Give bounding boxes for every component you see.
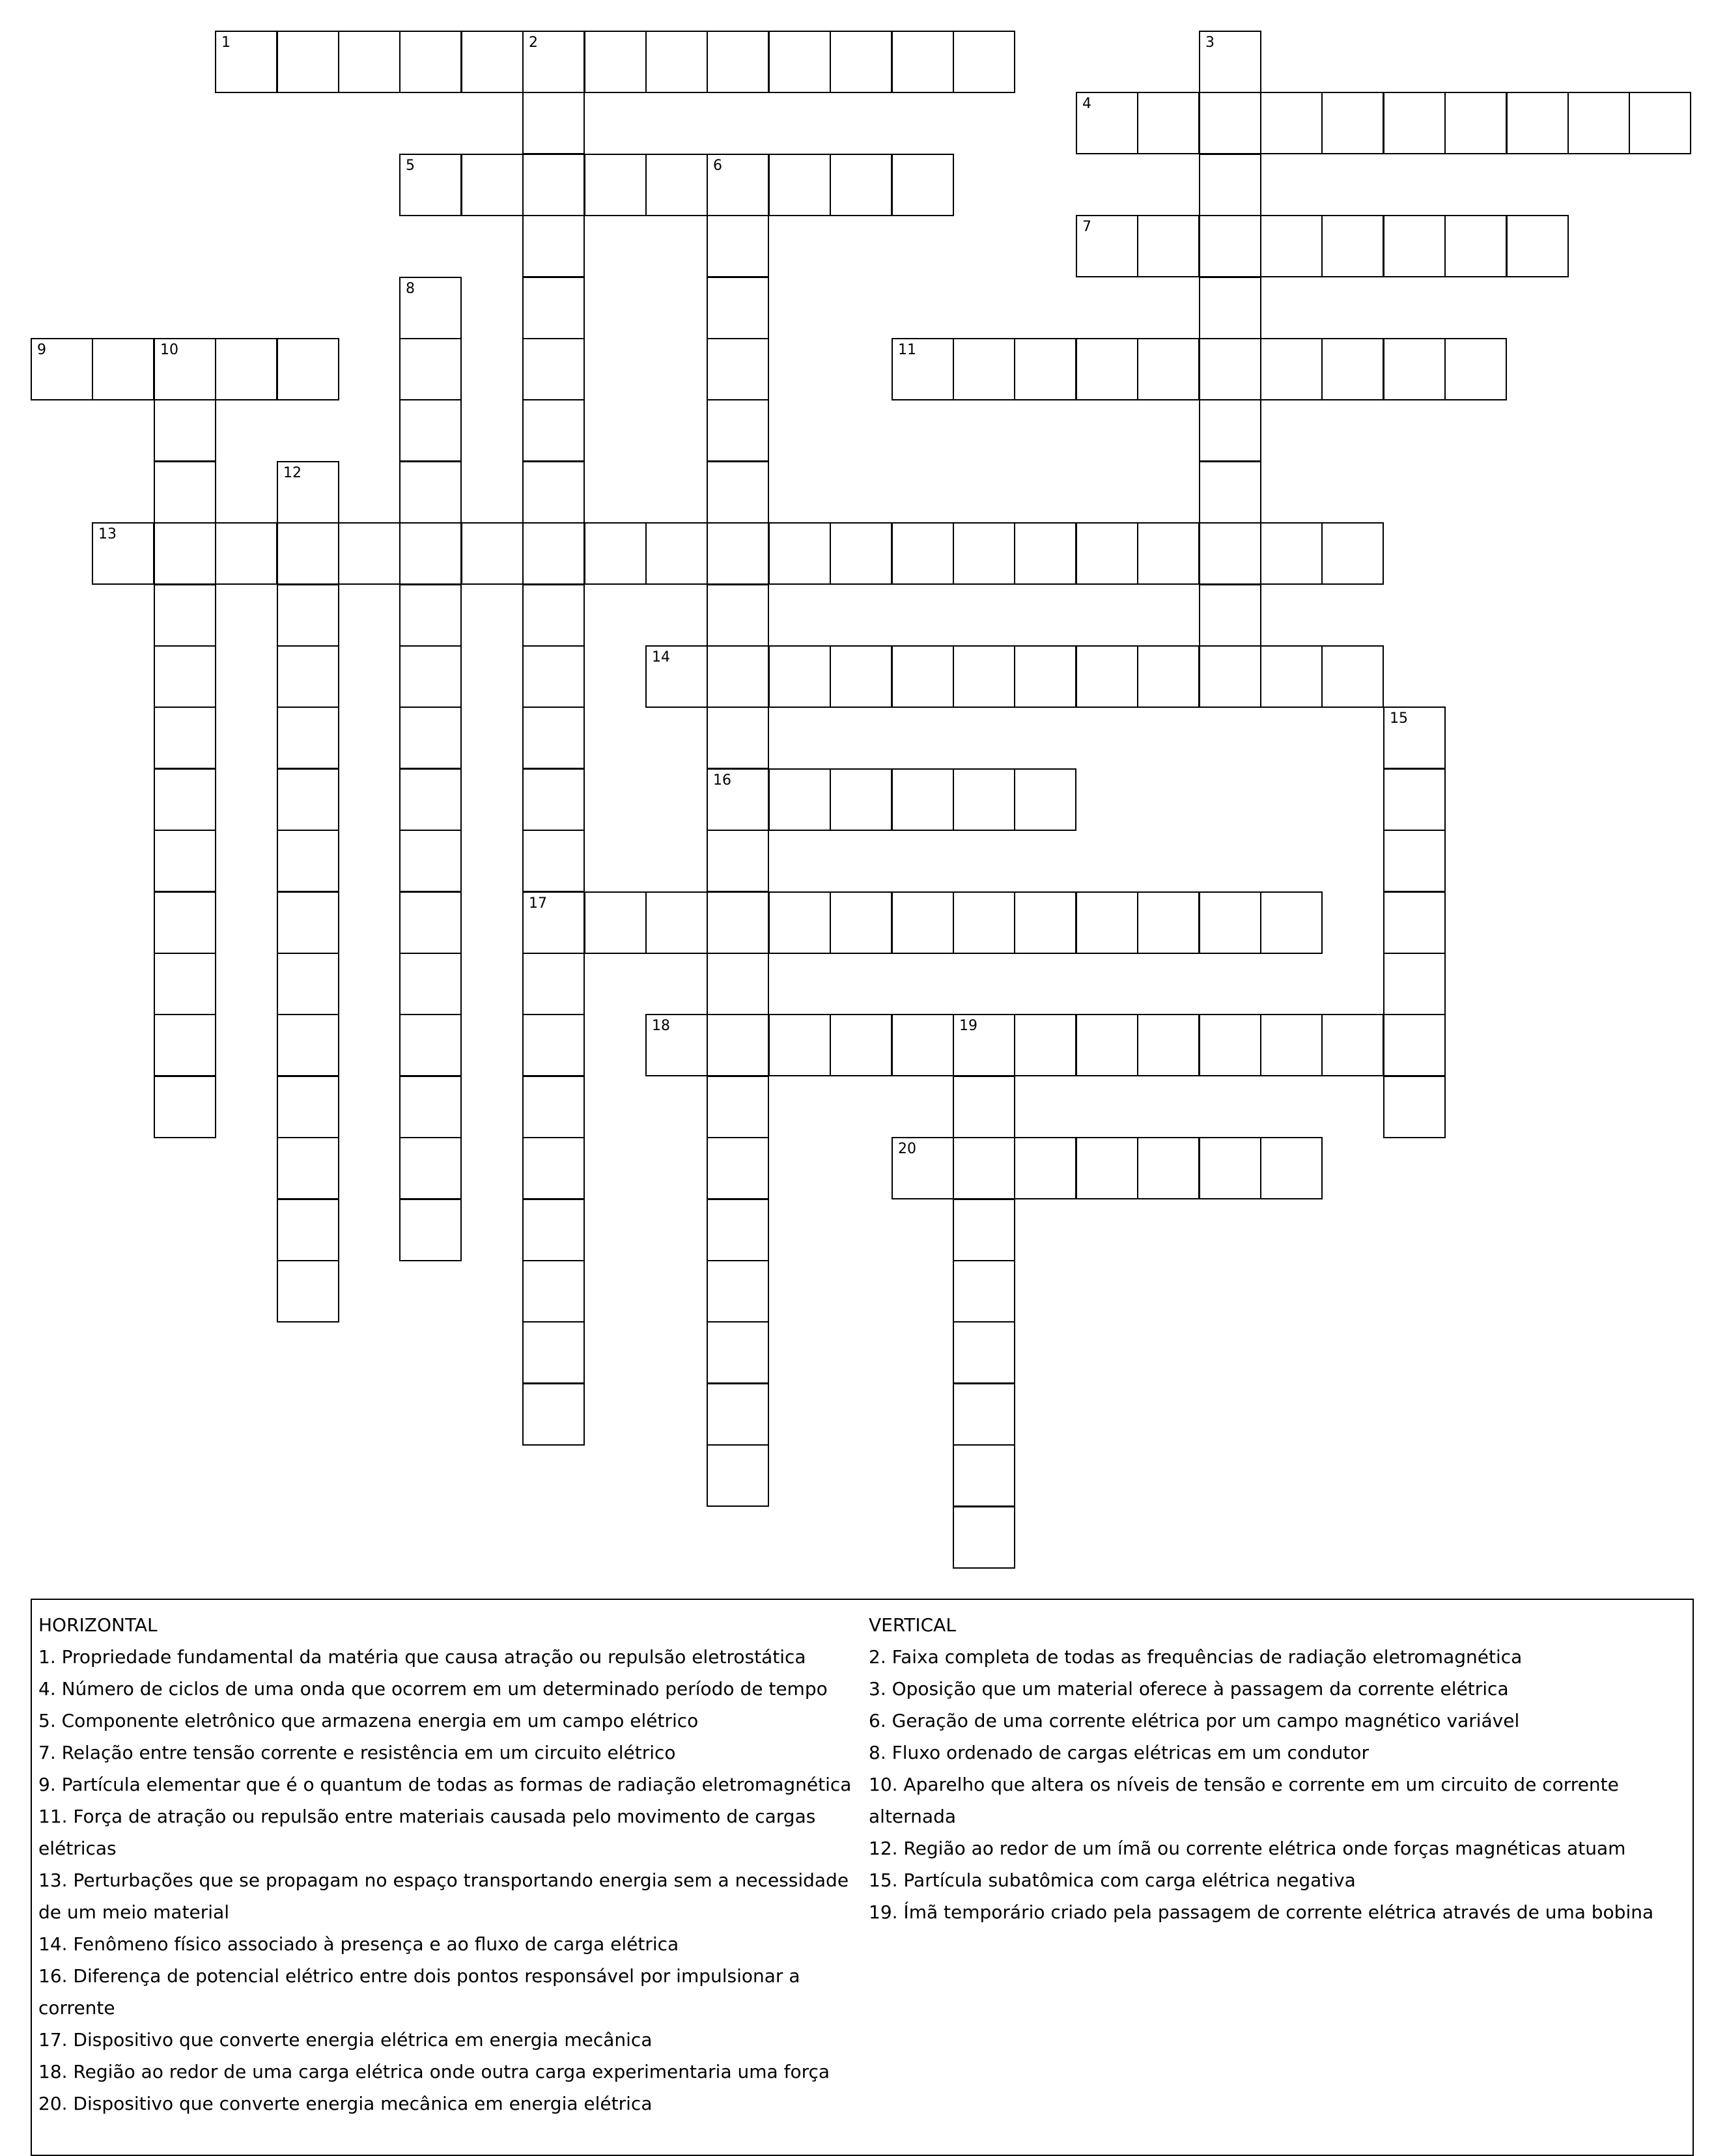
grid-cell[interactable] [707, 1014, 769, 1076]
grid-cell[interactable] [707, 31, 769, 93]
grid-cell[interactable] [522, 584, 585, 647]
grid-cell[interactable] [892, 1014, 954, 1076]
grid-cell[interactable] [154, 645, 216, 708]
grid-cell[interactable] [1567, 92, 1630, 154]
grid-cell[interactable] [1506, 92, 1569, 154]
grid-cell[interactable] [953, 1137, 1015, 1199]
grid-cell[interactable] [154, 1076, 216, 1138]
clue-v-3: 3. Oposição que um material oferece à passagem da corrente elétrica [869, 1678, 1509, 1700]
grid-cell[interactable] [1014, 1014, 1076, 1076]
clue-h-9: 9. Partícula elementar que é o quantum de todas as formas de radiação eletromagnética [38, 1774, 852, 1795]
grid-cell[interactable] [707, 1260, 769, 1323]
grid-cell[interactable] [1260, 338, 1323, 400]
grid-cell[interactable] [892, 154, 954, 216]
grid-cell[interactable] [1260, 645, 1323, 708]
grid-cell[interactable] [892, 768, 954, 831]
grid-cell[interactable] [1199, 1014, 1261, 1076]
grid-cell[interactable] [645, 1014, 708, 1076]
grid-cell[interactable] [1383, 92, 1446, 154]
grid-cell[interactable] [953, 1260, 1015, 1323]
grid-cell[interactable] [830, 645, 892, 708]
grid-cell[interactable] [277, 1014, 339, 1076]
grid-cell[interactable] [522, 277, 585, 339]
grid-cell[interactable] [461, 31, 524, 93]
grid-cell[interactable] [1076, 891, 1138, 954]
grid-cell[interactable] [399, 584, 462, 647]
grid-cell[interactable] [707, 1321, 769, 1384]
grid-cell[interactable] [1199, 215, 1261, 277]
clue-number: 3 [1205, 35, 1215, 51]
grid-cell[interactable] [522, 1014, 585, 1076]
grid-cell[interactable] [154, 891, 216, 954]
grid-cell[interactable] [768, 768, 831, 831]
grid-cell[interactable] [399, 338, 462, 400]
grid-cell[interactable] [1014, 645, 1076, 708]
grid-cell[interactable] [338, 31, 400, 93]
clue-number: 1 [221, 35, 231, 51]
clue-h-14: 14. Fenômeno físico associado à presença e ao fluxo de carga elétrica [38, 1933, 679, 1955]
grid-cell[interactable] [1260, 215, 1323, 277]
clue-number: 15 [1390, 710, 1408, 727]
vertical-heading: VERTICAL [869, 1614, 956, 1636]
grid-cell[interactable] [1199, 31, 1261, 93]
grid-cell[interactable] [1383, 830, 1446, 892]
grid-cell[interactable] [1137, 645, 1200, 708]
clue-number: 8 [406, 281, 415, 297]
grid-cell[interactable] [830, 31, 892, 93]
grid-cell[interactable] [522, 830, 585, 892]
grid-cell[interactable] [399, 1137, 462, 1199]
grid-cell[interactable] [953, 1076, 1015, 1138]
grid-cell[interactable] [953, 1383, 1015, 1446]
grid-cell[interactable] [892, 1137, 954, 1199]
clue-number: 18 [652, 1018, 670, 1034]
grid-cell[interactable] [707, 830, 769, 892]
grid-cell[interactable] [1076, 1014, 1138, 1076]
clue-number: 10 [160, 342, 178, 358]
grid-cell[interactable] [1383, 338, 1446, 400]
grid-cell[interactable] [1076, 522, 1138, 585]
grid-cell[interactable] [399, 830, 462, 892]
grid-cell[interactable] [707, 461, 769, 524]
grid-cell[interactable] [1137, 891, 1200, 954]
vertical-clues [869, 1609, 1689, 1928]
grid-cell[interactable] [1444, 92, 1507, 154]
grid-cell[interactable] [522, 768, 585, 831]
clue-number: 7 [1082, 219, 1091, 235]
grid-cell[interactable] [1321, 215, 1384, 277]
horizontal-heading: HORIZONTAL [38, 1614, 158, 1636]
grid-cell[interactable] [461, 522, 524, 585]
grid-cell[interactable] [1383, 891, 1446, 954]
grid-cell[interactable] [953, 1444, 1015, 1507]
grid-cell[interactable] [830, 891, 892, 954]
grid-cell[interactable] [892, 31, 954, 93]
grid-cell[interactable] [1076, 338, 1138, 400]
clue-number: 6 [713, 158, 722, 174]
grid-cell[interactable] [399, 891, 462, 954]
horizontal-clues [38, 1609, 852, 2120]
grid-cell[interactable] [1321, 645, 1384, 708]
grid-cell[interactable] [707, 768, 769, 831]
grid-cell[interactable] [892, 891, 954, 954]
clue-v-6: 6. Geração de uma corrente elétrica por um campo magnético variável [869, 1710, 1520, 1731]
clue-number: 4 [1082, 96, 1091, 112]
grid-cell[interactable] [1383, 953, 1446, 1015]
grid-cell[interactable] [277, 707, 339, 769]
grid-cell[interactable] [1260, 1137, 1323, 1199]
grid-cell[interactable] [522, 338, 585, 400]
grid-cell[interactable] [277, 768, 339, 831]
grid-cell[interactable] [1199, 584, 1261, 647]
grid-cell[interactable] [953, 338, 1015, 400]
grid-cell[interactable] [1321, 92, 1384, 154]
grid-cell[interactable] [1137, 215, 1200, 277]
grid-cell[interactable] [522, 461, 585, 524]
clue-h-17: 17. Dispositivo que converte energia elétrica em energia mecânica [38, 2029, 653, 2051]
grid-cell[interactable] [1076, 215, 1138, 277]
grid-cell[interactable] [768, 522, 831, 585]
grid-cell[interactable] [768, 154, 831, 216]
grid-cell[interactable] [522, 1199, 585, 1261]
grid-cell[interactable] [1076, 92, 1138, 154]
grid-cell[interactable] [522, 707, 585, 769]
grid-cell[interactable] [1383, 707, 1446, 769]
grid-cell[interactable] [830, 1014, 892, 1076]
grid-cell[interactable] [1199, 277, 1261, 339]
clue-number: 20 [898, 1141, 916, 1157]
grid-cell[interactable] [645, 522, 708, 585]
clue-h-1: 1. Propriedade fundamental da matéria que causa atração ou repulsão eletrostática [38, 1646, 806, 1668]
grid-cell[interactable] [707, 1383, 769, 1446]
grid-cell[interactable] [399, 1076, 462, 1138]
clue-h-18: 18. Região ao redor de uma carga elétrica onde outra carga experimentaria uma força [38, 2061, 830, 2082]
grid-cell[interactable] [522, 1383, 585, 1446]
grid-cell[interactable] [707, 522, 769, 585]
grid-cell[interactable] [707, 277, 769, 339]
clue-h-11: 11. Força de atração ou repulsão entre materiais causada pelo movimento de cargas elétricas [38, 1806, 816, 1859]
grid-cell[interactable] [154, 1014, 216, 1076]
grid-cell[interactable] [953, 645, 1015, 708]
clue-number: 9 [37, 342, 46, 358]
grid-cell[interactable] [1137, 338, 1200, 400]
grid-cell[interactable] [1014, 338, 1076, 400]
grid-cell[interactable] [338, 522, 400, 585]
grid-cell[interactable] [522, 1260, 585, 1323]
grid-cell[interactable] [707, 1076, 769, 1138]
grid-cell[interactable] [277, 31, 339, 93]
grid-cell[interactable] [707, 645, 769, 708]
grid-cell[interactable] [277, 584, 339, 647]
clue-h-4: 4. Número de ciclos de uma onda que ocorrem em um determinado período de tempo [38, 1678, 828, 1700]
grid-cell[interactable] [645, 891, 708, 954]
grid-cell[interactable] [953, 1199, 1015, 1261]
grid-cell[interactable] [707, 338, 769, 400]
grid-cell[interactable] [1199, 645, 1261, 708]
grid-cell[interactable] [1260, 92, 1323, 154]
grid-cell[interactable] [154, 830, 216, 892]
grid-cell[interactable] [399, 768, 462, 831]
grid-cell[interactable] [277, 891, 339, 954]
grid-cell[interactable] [154, 707, 216, 769]
grid-cell[interactable] [522, 92, 585, 154]
grid-cell[interactable] [1199, 1137, 1261, 1199]
grid-cell[interactable] [1076, 645, 1138, 708]
grid-cell[interactable] [522, 399, 585, 462]
grid-cell[interactable] [399, 399, 462, 462]
grid-cell[interactable] [1014, 1137, 1076, 1199]
grid-cell[interactable] [1260, 522, 1323, 585]
grid-cell[interactable] [215, 31, 277, 93]
clue-h-5: 5. Componente eletrônico que armazena energia em um campo elétrico [38, 1710, 699, 1731]
grid-cell[interactable] [584, 31, 647, 93]
grid-cell[interactable] [584, 522, 647, 585]
grid-cell[interactable] [154, 399, 216, 462]
grid-cell[interactable] [1199, 522, 1261, 585]
grid-cell[interactable] [830, 154, 892, 216]
grid-cell[interactable] [399, 522, 462, 585]
clue-h-20: 20. Dispositivo que converte energia mecânica em energia elétrica [38, 2093, 653, 2114]
grid-cell[interactable] [277, 522, 339, 585]
clue-number: 2 [529, 35, 538, 51]
clue-v-12: 12. Região ao redor de um ímã ou corrente elétrica onde forças magnéticas atuam [869, 1838, 1626, 1859]
grid-cell[interactable] [277, 1260, 339, 1323]
grid-cell[interactable] [1137, 92, 1200, 154]
grid-cell[interactable] [154, 461, 216, 524]
clue-number: 5 [406, 158, 415, 174]
grid-cell[interactable] [277, 830, 339, 892]
grid-cell[interactable] [830, 522, 892, 585]
grid-cell[interactable] [645, 154, 708, 216]
grid-cell[interactable] [1383, 215, 1446, 277]
grid-cell[interactable] [953, 768, 1015, 831]
grid-cell[interactable] [522, 154, 585, 216]
grid-cell[interactable] [522, 31, 585, 93]
clues-panel [31, 1599, 1694, 2156]
grid-cell[interactable] [707, 1199, 769, 1261]
grid-cell[interactable] [1444, 338, 1507, 400]
grid-cell[interactable] [277, 953, 339, 1015]
grid-cell[interactable] [768, 645, 831, 708]
grid-cell[interactable] [277, 1137, 339, 1199]
grid-cell[interactable] [768, 891, 831, 954]
grid-cell[interactable] [892, 645, 954, 708]
grid-cell[interactable] [1383, 1014, 1446, 1076]
grid-cell[interactable] [399, 277, 462, 339]
grid-cell[interactable] [768, 31, 831, 93]
grid-cell[interactable] [953, 1506, 1015, 1569]
grid-cell[interactable] [399, 1199, 462, 1261]
clue-v-8: 8. Fluxo ordenado de cargas elétricas em um condutor [869, 1742, 1370, 1763]
grid-cell[interactable] [522, 953, 585, 1015]
grid-cell[interactable] [707, 953, 769, 1015]
grid-cell[interactable] [1506, 215, 1569, 277]
grid-cell[interactable] [522, 522, 585, 585]
grid-cell[interactable] [584, 154, 647, 216]
grid-cell[interactable] [277, 1199, 339, 1261]
grid-cell[interactable] [522, 1076, 585, 1138]
grid-cell[interactable] [953, 522, 1015, 585]
grid-cell[interactable] [154, 953, 216, 1015]
grid-cell[interactable] [953, 1321, 1015, 1384]
grid-cell[interactable] [154, 338, 216, 400]
grid-cell[interactable] [953, 31, 1015, 93]
clue-number: 17 [529, 895, 547, 912]
clue-number: 14 [652, 649, 670, 665]
grid-cell[interactable] [215, 522, 277, 585]
grid-cell[interactable] [768, 1014, 831, 1076]
grid-cell[interactable] [399, 953, 462, 1015]
grid-cell[interactable] [399, 31, 462, 93]
grid-cell[interactable] [707, 891, 769, 954]
clue-number: 16 [713, 772, 731, 789]
grid-cell[interactable] [1321, 522, 1384, 585]
grid-cell[interactable] [1014, 522, 1076, 585]
grid-cell[interactable] [707, 215, 769, 277]
grid-cell[interactable] [399, 707, 462, 769]
grid-cell[interactable] [1321, 338, 1384, 400]
grid-cell[interactable] [953, 1014, 1015, 1076]
grid-cell[interactable] [707, 1444, 769, 1507]
grid-cell[interactable] [154, 522, 216, 585]
grid-cell[interactable] [1076, 1137, 1138, 1199]
grid-cell[interactable] [215, 338, 277, 400]
grid-cell[interactable] [1199, 154, 1261, 216]
grid-cell[interactable] [645, 645, 708, 708]
grid-cell[interactable] [31, 338, 93, 400]
clue-v-2: 2. Faixa completa de todas as frequências de radiação eletromagnética [869, 1646, 1523, 1668]
grid-cell[interactable] [1383, 1076, 1446, 1138]
clue-v-19: 19. Ímã temporário criado pela passagem de corrente elétrica através de uma bobina [869, 1901, 1654, 1923]
grid-cell[interactable] [277, 338, 339, 400]
grid-cell[interactable] [154, 768, 216, 831]
grid-cell[interactable] [645, 31, 708, 93]
grid-cell[interactable] [461, 154, 524, 216]
grid-cell[interactable] [522, 1137, 585, 1199]
clue-number: 11 [898, 342, 916, 358]
grid-cell[interactable] [892, 338, 954, 400]
grid-cell[interactable] [707, 399, 769, 462]
grid-cell[interactable] [1014, 768, 1076, 831]
grid-cell[interactable] [399, 154, 462, 216]
clue-v-10: 10. Aparelho que altera os níveis de tensão e corrente em um circuito de corrente alternada [869, 1774, 1619, 1827]
grid-cell[interactable] [1260, 1014, 1323, 1076]
clue-number: 19 [959, 1018, 977, 1034]
grid-cell[interactable] [1629, 92, 1691, 154]
grid-cell[interactable] [277, 645, 339, 708]
grid-cell[interactable] [1199, 338, 1261, 400]
grid-cell[interactable] [1014, 891, 1076, 954]
grid-cell[interactable] [277, 1076, 339, 1138]
grid-cell[interactable] [1321, 1014, 1384, 1076]
grid-cell[interactable] [92, 522, 154, 585]
grid-cell[interactable] [1199, 891, 1261, 954]
grid-cell[interactable] [1383, 768, 1446, 831]
grid-cell[interactable] [1137, 1137, 1200, 1199]
grid-cell[interactable] [1199, 461, 1261, 524]
grid-cell[interactable] [1444, 215, 1507, 277]
clue-number: 12 [283, 465, 302, 481]
grid-cell[interactable] [1137, 1014, 1200, 1076]
grid-cell[interactable] [92, 338, 154, 400]
grid-cell[interactable] [522, 215, 585, 277]
grid-cell[interactable] [522, 645, 585, 708]
clue-h-13: 13. Perturbações que se propagam no espaço transportando energia sem a necessidade de um meio material [38, 1869, 849, 1923]
grid-cell[interactable] [399, 461, 462, 524]
grid-cell[interactable] [277, 461, 339, 524]
grid-cell[interactable] [399, 645, 462, 708]
grid-cell[interactable] [707, 154, 769, 216]
grid-cell[interactable] [1137, 522, 1200, 585]
grid-cell[interactable] [1260, 891, 1323, 954]
grid-cell[interactable] [1199, 92, 1261, 154]
grid-cell[interactable] [399, 1014, 462, 1076]
grid-cell[interactable] [707, 584, 769, 647]
grid-cell[interactable] [892, 522, 954, 585]
clue-h-16: 16. Diferença de potencial elétrico entre dois pontos responsável por impulsionar a corrente [38, 1965, 800, 2019]
grid-cell[interactable] [707, 707, 769, 769]
grid-cell[interactable] [522, 1321, 585, 1384]
grid-cell[interactable] [1199, 399, 1261, 462]
clue-h-7: 7. Relação entre tensão corrente e resistência em um circuito elétrico [38, 1742, 676, 1763]
grid-cell[interactable] [584, 891, 647, 954]
grid-cell[interactable] [707, 1137, 769, 1199]
grid-cell[interactable] [830, 768, 892, 831]
clue-number: 13 [98, 526, 117, 542]
grid-cell[interactable] [522, 891, 585, 954]
clue-v-15: 15. Partícula subatômica com carga elétrica negativa [869, 1869, 1356, 1891]
grid-cell[interactable] [953, 891, 1015, 954]
grid-cell[interactable] [154, 584, 216, 647]
